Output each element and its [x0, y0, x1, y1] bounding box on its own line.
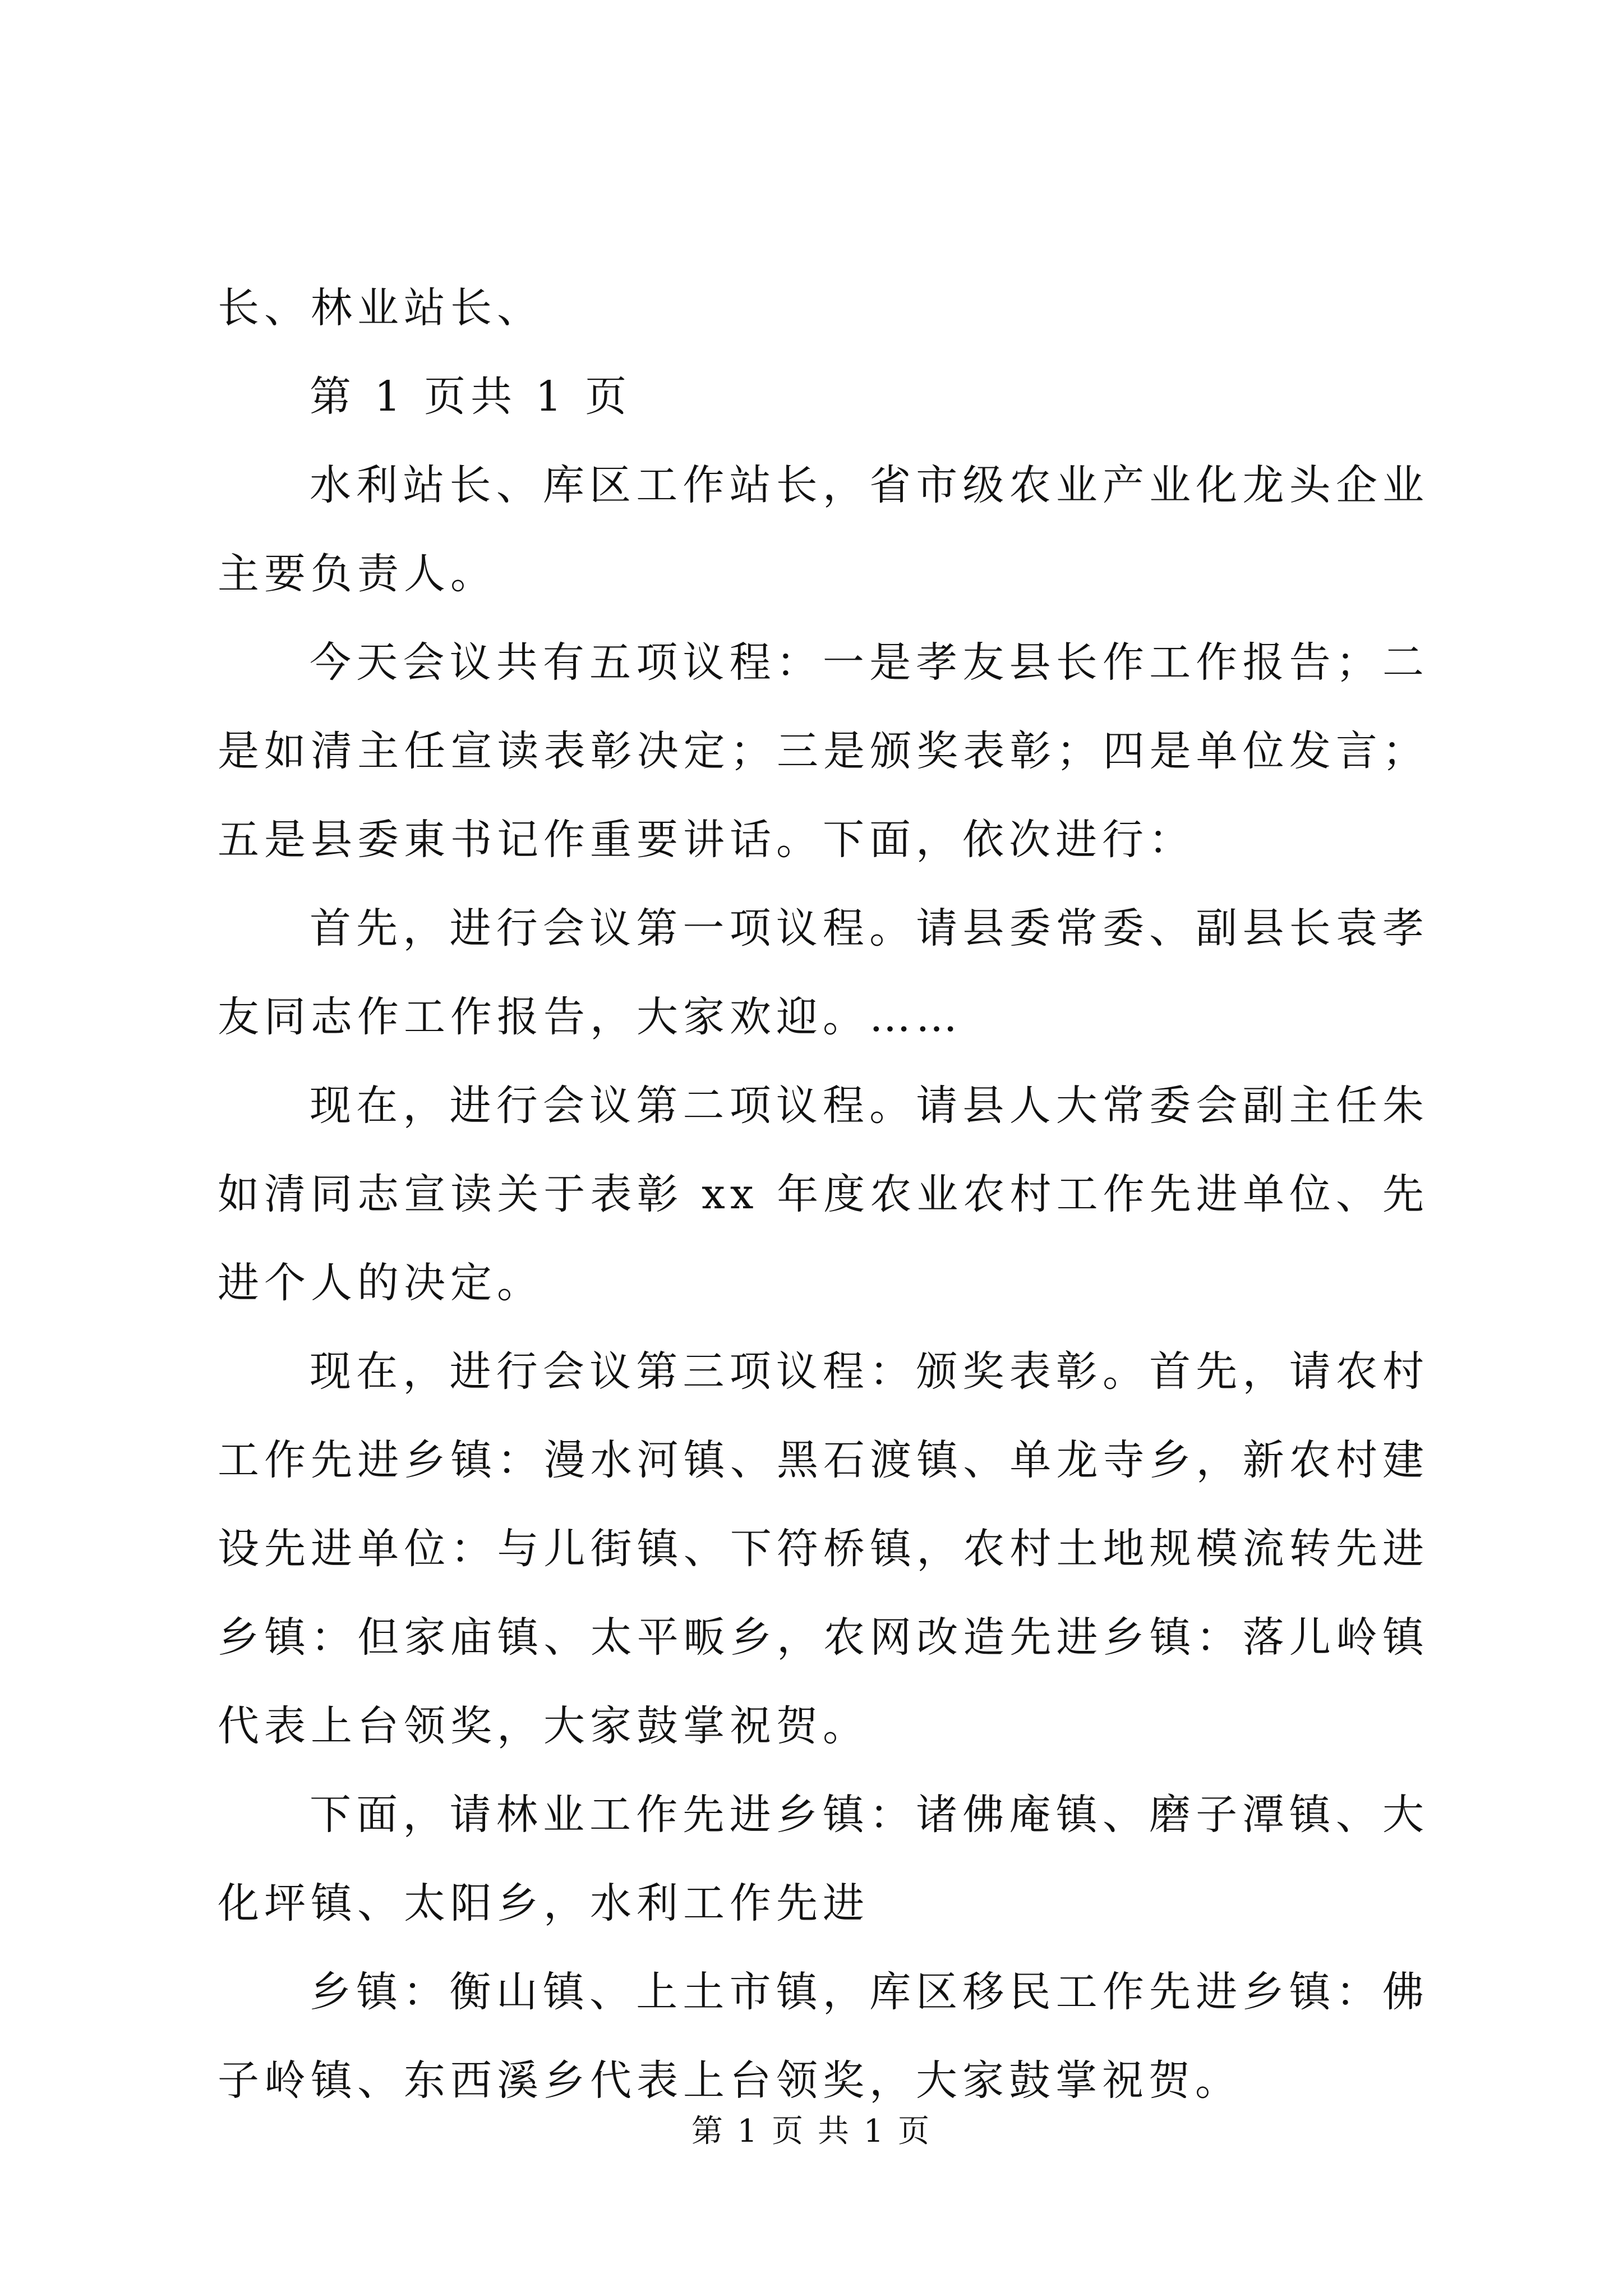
paragraph-3: 水利站长、库区工作站长，省市级农业产业化龙头企业主要负责人。 — [218, 461, 1429, 598]
paragraph-6: 现在，进行会议第二项议程。请县人大常委会副主任朱如清同志宣读关于表彰 xx 年度农业农村工作先进单位、先进个人的决定。 — [218, 1082, 1429, 1307]
paragraph-8: 下面，请林业工作先进乡镇：诸佛庵镇、磨子潭镇、大化坪镇、太阳乡，水利工作先进 — [218, 1791, 1429, 1927]
page-footer: 第 1 页 共 1 页 — [691, 2113, 932, 2150]
paragraph-1: 长、林业站长、 — [218, 284, 543, 332]
document-body — [218, 264, 1429, 2125]
paragraph-5: 首先，进行会议第一项议程。请县委常委、副县长袁孝友同志作工作报告，大家欢迎。…… — [218, 904, 1429, 1041]
paragraph-7: 现在，进行会议第三项议程：颁奖表彰。首先，请农村工作先进乡镇：漫水河镇、黑石渡镇、单龙寺乡，新农村建设先进单位：与儿街镇、下符桥镇，农村土地规模流转先进乡镇：但家庙镇、太平畈乡，农网改造先进乡镇：落儿岭镇代表上台领奖，大家鼓掌祝贺。 — [218, 1347, 1429, 1750]
paragraph-2: 第 1 页共 1 页 — [310, 372, 632, 421]
paragraph-9: 乡镇：衡山镇、上土市镇，库区移民工作先进乡镇：佛子岭镇、东西溪乡代表上台领奖，大家鼓掌祝贺。 — [218, 1968, 1429, 2105]
paragraph-4: 今天会议共有五项议程：一是孝友县长作工作报告；二是如清主任宣读表彰决定；三是颁奖表彰；四是单位发言；五是县委東书记作重要讲话。下面，依次进行： — [218, 638, 1429, 864]
